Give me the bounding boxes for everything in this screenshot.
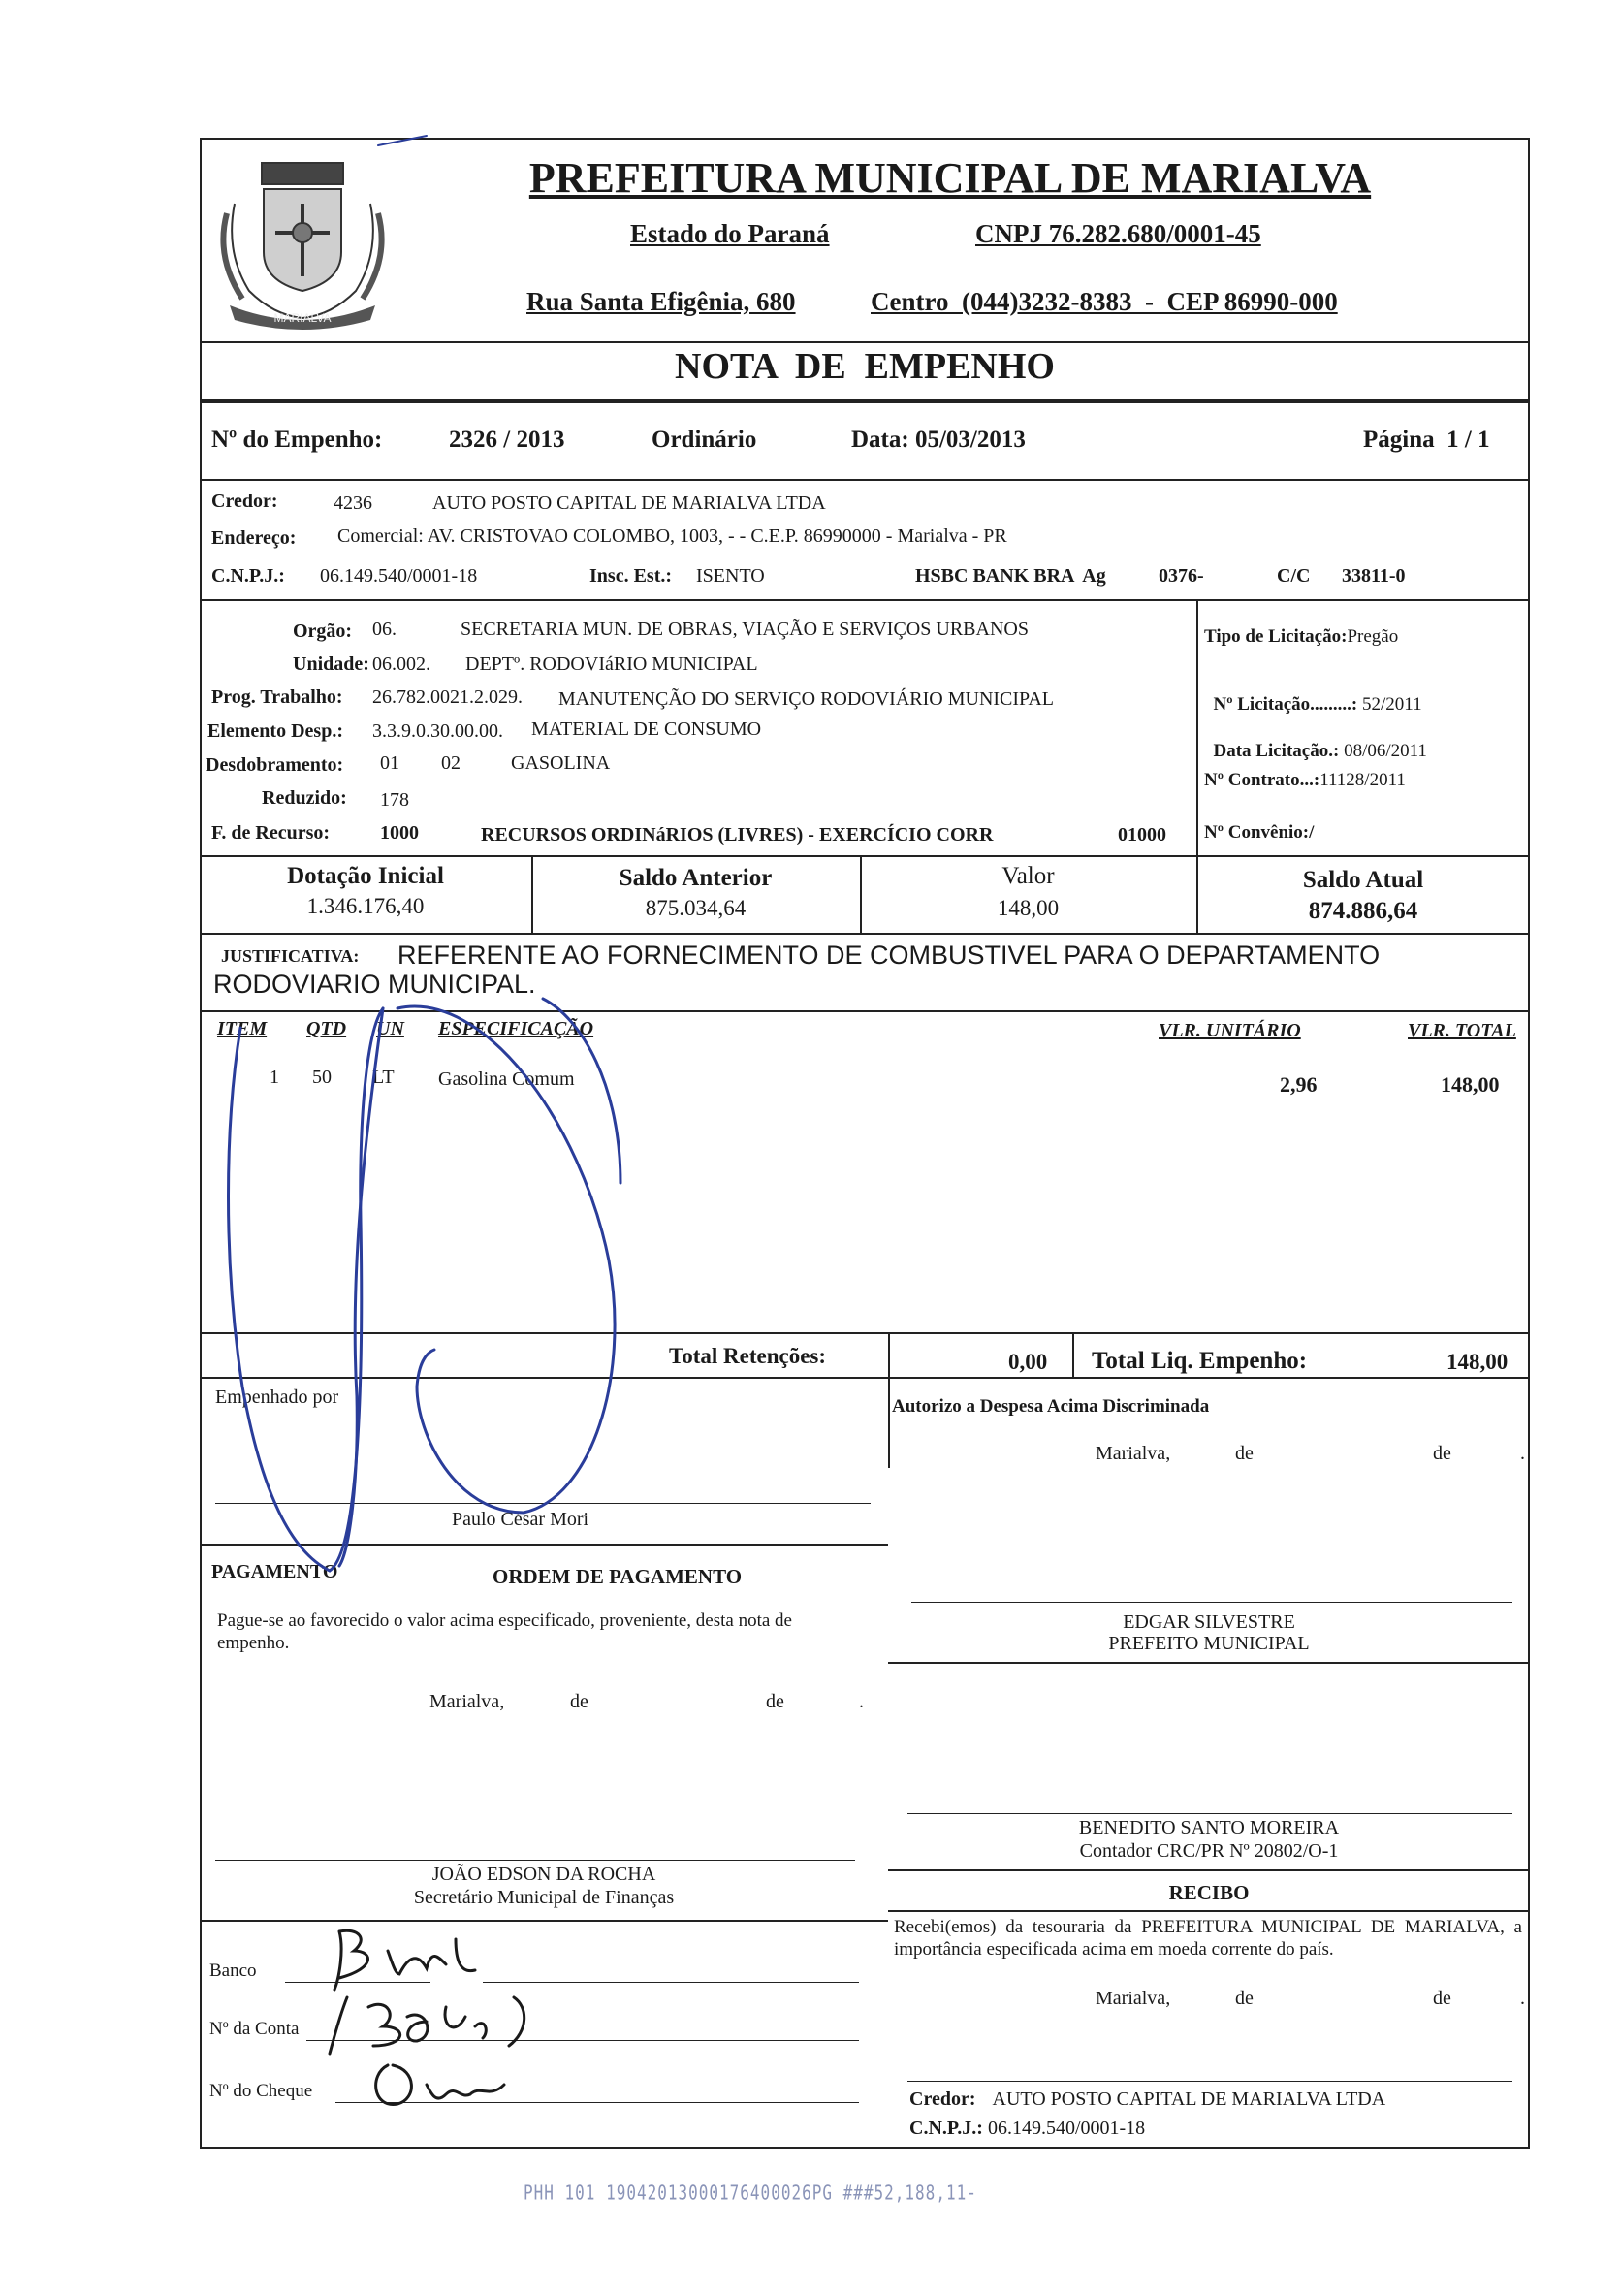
pagamento-label: PAGAMENTO	[211, 1561, 338, 1582]
prefeito-name: EDGAR SILVESTRE	[1123, 1611, 1295, 1633]
bank-agency: 0376-	[1159, 565, 1204, 587]
valor-value: 148,00	[997, 896, 1060, 920]
contador-name: BENEDITO SANTO MOREIRA	[1078, 1817, 1340, 1838]
recurso-code: 1000	[380, 822, 419, 844]
autorizo-de2: de	[1433, 1443, 1451, 1464]
pagamento-text: Pague-se ao favorecido o valor acima especificado, proveniente, desta nota de empenho.	[217, 1610, 792, 1653]
footer-cnpj	[909, 2118, 1145, 2140]
valor-label: Valor	[1001, 863, 1055, 889]
pagamento-de1: de	[570, 1691, 588, 1712]
elemento-code: 3.3.9.0.30.00.00.	[372, 720, 503, 742]
pagamento-city: Marialva,	[429, 1691, 505, 1712]
licitacao-tipo-label: Tipo de Licitação:	[1204, 626, 1348, 647]
print-code: PHH 101 19042013000176400026PG ###52,188,11-	[524, 2181, 977, 2205]
recibo-de1: de	[1235, 1988, 1254, 2009]
licitacao-contrato	[1204, 770, 1406, 791]
prog-label: Prog. Trabalho:	[211, 686, 343, 708]
autorizo-dot: .	[1520, 1443, 1525, 1464]
prog-name: MANUTENÇÃO DO SERVIÇO RODOVIÁRIO MUNICIPAL	[558, 688, 1055, 710]
empenho-type: Ordinário	[652, 427, 757, 453]
unidade-label: Unidade:	[293, 654, 369, 675]
item-total-value: 148,00	[1441, 1072, 1500, 1097]
licitacao-contrato-value: 11128/2011	[1319, 770, 1406, 790]
credor-cnpj: 06.149.540/0001-18	[320, 565, 478, 587]
empenho-number: 2326 / 2013	[449, 427, 565, 453]
unidade-name: DEPTº. RODOVIáRIO MUNICIPAL	[465, 654, 758, 675]
col-total: VLR. TOTAL	[1408, 1020, 1516, 1041]
orgao-name: SECRETARIA MUN. DE OBRAS, VIAÇÃO E SERVIÇOS URBANOS	[461, 619, 1029, 640]
saldo-anterior-label: Saldo Anterior	[619, 865, 773, 891]
insc-value: ISENTO	[696, 565, 765, 587]
recibo-city: Marialva,	[1096, 1988, 1171, 2009]
footer-credor-name: AUTO POSTO CAPITAL DE MARIALVA LTDA	[992, 2089, 1386, 2110]
recibo-de2: de	[1433, 1988, 1451, 2009]
banco-label: Banco	[209, 1961, 257, 1981]
licitacao-convenio: Nº Convênio:/	[1204, 822, 1315, 843]
elemento-name: MATERIAL DE CONSUMO	[531, 718, 762, 740]
desdob-1: 01	[380, 752, 399, 774]
street-label: Rua Santa Efigênia, 680	[526, 287, 796, 316]
pagamento-de2: de	[766, 1691, 784, 1712]
cc-label: C/C	[1277, 565, 1311, 587]
empenhado-name: Paulo César Mori	[452, 1509, 589, 1530]
conta-label: Nº da Conta	[209, 2019, 300, 2039]
licitacao-data-value: 08/06/2011	[1339, 741, 1427, 761]
address-label: Centro (044)3232-8383 - CEP 86990-000	[871, 287, 1338, 316]
col-qtd: QTD	[306, 1018, 347, 1039]
col-un: UN	[376, 1018, 404, 1039]
municipal-crest	[206, 145, 399, 330]
page-number: Página 1 / 1	[1363, 427, 1490, 453]
liq-label: Total Liq. Empenho:	[1092, 1348, 1308, 1374]
item-spec: Gasolina Comum	[438, 1068, 575, 1090]
credor-name: AUTO POSTO CAPITAL DE MARIALVA LTDA	[432, 493, 826, 514]
autorizo-label: Autorizo a Despesa Acima Discriminada	[892, 1396, 1210, 1417]
col-item: ITEM	[217, 1018, 268, 1039]
empenhado-label: Empenhado por	[215, 1387, 339, 1408]
recibo-dot: .	[1520, 1988, 1525, 2009]
cheque-label: Nº do Cheque	[209, 2081, 313, 2101]
autorizo-city: Marialva,	[1096, 1443, 1171, 1464]
pagamento-dot: .	[859, 1691, 864, 1712]
autorizo-de1: de	[1235, 1443, 1254, 1464]
saldo-anterior-value: 875.034,64	[645, 896, 747, 920]
licitacao-tipo	[1204, 626, 1398, 648]
contador-role: Contador CRC/PR Nº 20802/O-1	[1079, 1840, 1339, 1862]
recurso-code2: 01000	[1118, 824, 1166, 845]
dotacao-value: 1.346.176,40	[306, 894, 425, 918]
saldo-atual-value: 874.886,64	[1308, 898, 1418, 924]
liq-value: 148,00	[1446, 1350, 1509, 1374]
licitacao-data-label: Data Licitação.:	[1213, 741, 1340, 761]
item-un: LT	[372, 1067, 395, 1088]
footer-credor-label: Credor:	[909, 2089, 976, 2110]
state-label: Estado do Paraná	[630, 219, 830, 248]
licitacao-numero-value: 52/2011	[1357, 694, 1422, 715]
empenho-label: Nº do Empenho:	[211, 427, 383, 453]
secretario-role: Secretário Municipal de Finanças	[413, 1887, 675, 1908]
insc-label: Insc. Est.:	[589, 565, 673, 587]
credor-label: Credor:	[211, 491, 278, 512]
desdob-2: 02	[441, 752, 461, 774]
licitacao-numero	[1204, 673, 1422, 716]
doc-title: NOTA DE EMPENHO	[675, 346, 1055, 387]
desdob-name: GASOLINA	[511, 752, 611, 774]
recurso-name: RECURSOS ORDINáRIOS (LIVRES) - EXERCÍCIO CORR	[481, 824, 994, 845]
item-number: 1	[270, 1067, 279, 1088]
item-unit-value: 2,96	[1280, 1072, 1318, 1097]
col-spec: ESPECIFICAÇÃO	[438, 1018, 594, 1039]
recibo-text: Recebi(emos) da tesouraria da PREFEITURA MUNICIPAL DE MARIALVA, a importância especificada acima em moeda corrente do país.	[894, 1917, 1522, 1960]
col-unit: VLR. UNITÁRIO	[1159, 1020, 1301, 1041]
prog-code: 26.782.0021.2.029.	[372, 686, 523, 708]
reduzido-value: 178	[380, 789, 409, 811]
justificativa-line2: RODOVIARIO MUNICIPAL.	[213, 970, 536, 999]
justificativa-label: JUSTIFICATIVA:	[221, 946, 360, 966]
recurso-label: F. de Recurso:	[211, 822, 331, 844]
bank-name: HSBC BANK BRA Ag	[915, 565, 1106, 587]
footer-cnpj-value: 06.149.540/0001-18	[987, 2118, 1146, 2139]
orgao-label: Orgão:	[293, 621, 353, 642]
orgao-code: 06.	[372, 619, 397, 640]
desdob-label: Desdobramento:	[206, 754, 344, 776]
footer-cnpj-label: C.N.P.J.:	[909, 2118, 983, 2139]
page-title: PREFEITURA MUNICIPAL DE MARIALVA	[528, 154, 1372, 202]
empenho-date: Data: 05/03/2013	[851, 427, 1026, 453]
credor-cnpj-label: C.N.P.J.:	[211, 565, 285, 587]
elemento-label: Elemento Desp.:	[207, 720, 343, 742]
cnpj-label: CNPJ 76.282.680/0001-45	[975, 219, 1261, 248]
crest-icon	[206, 145, 399, 330]
retencoes-label: Total Retenções:	[669, 1344, 827, 1368]
ordem-pagamento-title: ORDEM DE PAGAMENTO	[493, 1565, 743, 1588]
dotacao-label: Dotação Inicial	[287, 863, 444, 889]
retencoes-value: 0,00	[1008, 1350, 1048, 1374]
credor-address: Comercial: AV. CRISTOVAO COLOMBO, 1003, - - C.E.P. 86990000 - Marialva - PR	[337, 526, 1007, 547]
cc-value: 33811-0	[1342, 565, 1406, 587]
licitacao-data	[1204, 719, 1427, 762]
recibo-title: RECIBO	[1168, 1881, 1250, 1904]
unidade-code: 06.002.	[372, 654, 430, 675]
saldo-atual-label: Saldo Atual	[1302, 867, 1424, 893]
licitacao-numero-label: Nº Licitação.........:	[1213, 694, 1358, 715]
svg-text:MARIALVA: MARIALVA	[273, 311, 332, 325]
item-qtd: 50	[312, 1067, 332, 1088]
licitacao-tipo-value: Pregão	[1347, 626, 1399, 647]
footer-credor	[909, 2089, 1385, 2111]
credor-code: 4236	[334, 493, 372, 514]
secretario-name: JOÃO EDSON DA ROCHA	[431, 1864, 656, 1885]
address-label: Endereço:	[211, 527, 297, 549]
justificativa-line1: REFERENTE AO FORNECIMENTO DE COMBUSTIVEL PARA O DEPARTAMENTO	[397, 941, 1381, 970]
licitacao-contrato-label: Nº Contrato...:	[1204, 770, 1320, 790]
reduzido-label: Reduzido:	[262, 787, 347, 809]
prefeito-role: PREFEITO MUNICIPAL	[1108, 1633, 1310, 1654]
